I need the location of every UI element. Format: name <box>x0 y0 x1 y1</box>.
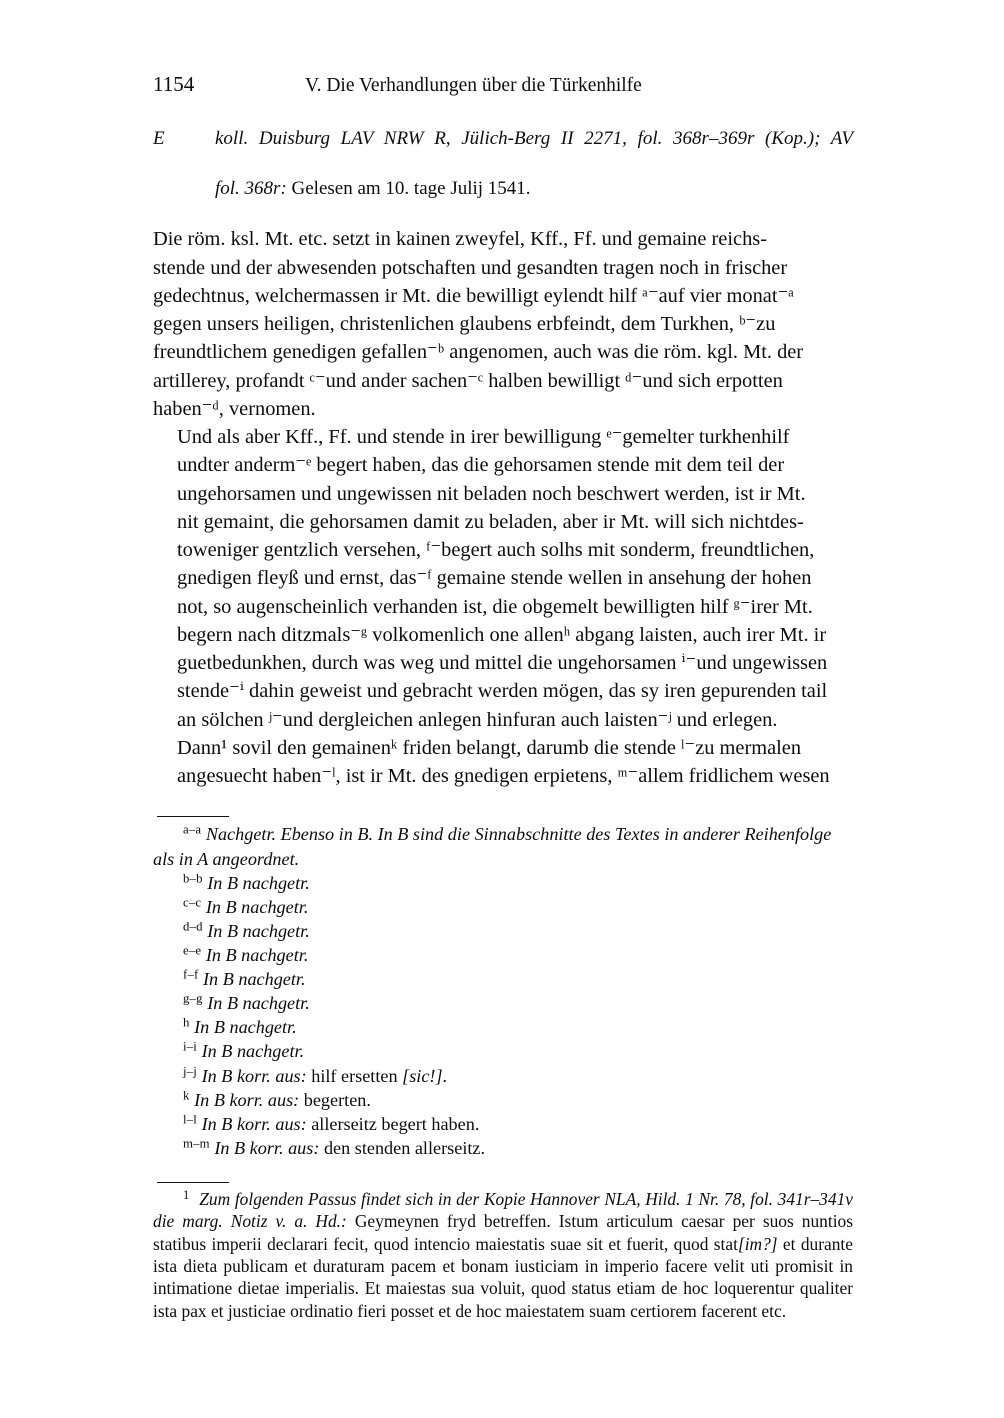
apparatus-note-text: Nachgetr. Ebenso in B. In B sind die Sinnabschnitte des Textes in anderer Reihenfolge als in A angeordnet. <box>153 824 832 869</box>
page-content <box>153 72 853 1322</box>
footnote-editorial-insertion: [im?] <box>737 1233 778 1254</box>
apparatus-note-reading: den stenden allerseitz. <box>319 1137 486 1158</box>
footnote-number: 1 <box>183 1187 190 1202</box>
text-line: gnedigen fleyß und ernst, das⁻ᶠ gemaine stende wellen in ansehung der hohen <box>177 567 812 590</box>
apparatus-marker: m–m <box>183 1136 210 1151</box>
text-line: freundtlichem genedigen gefallen⁻ᵇ angenomen, auch was die röm. kgl. Mt. der <box>153 341 804 364</box>
apparatus-note-text: In B korr. aus: <box>201 1113 307 1134</box>
apparatus-marker: i–i <box>183 1040 198 1055</box>
apparatus-marker: d–d <box>183 919 203 934</box>
apparatus-marker: h <box>183 1015 190 1030</box>
footnote-text-tail: et durante ista dieta publicam et duraturam pacem et bonam iusticiam in imperio facere velit uti promisit in intimatione dietae imperialis. Et maiestas sua voluit, quod status etiam de hoc loquerentur qualiter ista pax et justiciae ordinatio fieri posset et de hoc maiestatem suam certiorem facerent etc. <box>153 1233 853 1321</box>
apparatus-block <box>153 816 853 1160</box>
apparatus-note-text: In B nachgetr. <box>194 1017 297 1038</box>
apparatus-note <box>153 1136 853 1160</box>
text-line: ungehorsamen und ungewissen nit beladen noch beschwert werden, ist ir Mt. <box>177 482 806 505</box>
apparatus-note-text: In B korr. aus: <box>201 1065 307 1086</box>
apparatus-marker: b–b <box>183 871 203 886</box>
footnote-text: Geymeynen fryd betreffen. Istum articulum caesar per suos nuntios statibus imperii declarari fecit, quod intencio maiestatis suae sit et fuerit, quod stat <box>153 1211 853 1254</box>
text-line: artillerey, profandt ᶜ⁻und ander sachen⁻ᶜ halben bewilligt ᵈ⁻und sich erpotten <box>153 369 783 392</box>
apparatus-note <box>153 919 853 943</box>
apparatus-note <box>153 991 853 1015</box>
apparatus-marker: g–g <box>183 991 203 1006</box>
source-reading-note: Gelesen am 10. tage Julij 1541. <box>286 177 531 199</box>
text-line: gedechtnus, welchermassen ir Mt. die bewilligt eylendt hilf ᵃ⁻auf vier monat⁻ᵃ <box>153 284 794 307</box>
text-line: not, so augenscheinlich verhanden ist, die obgemelt bewilligten hilf ᵍ⁻irer Mt. <box>177 595 813 618</box>
footnote-separator-rule <box>157 1182 229 1183</box>
apparatus-marker: e–e <box>183 943 202 958</box>
apparatus-note-text: In B nachgetr. <box>207 872 310 893</box>
apparatus-note <box>153 1112 853 1136</box>
paragraph <box>153 423 853 734</box>
apparatus-note-text: In B nachgetr. <box>205 896 309 917</box>
apparatus-note <box>153 1015 853 1039</box>
apparatus-note-reading: hilf ersetten <box>306 1065 398 1086</box>
apparatus-note <box>153 1064 853 1088</box>
source-sigil: E <box>153 128 165 150</box>
apparatus-marker: j–j <box>183 1064 198 1079</box>
apparatus-note-tail: . <box>442 1065 448 1086</box>
apparatus-note <box>153 871 853 895</box>
source-text <box>215 127 853 201</box>
apparatus-marker: c–c <box>183 895 202 910</box>
apparatus-note <box>153 1039 853 1063</box>
apparatus-note <box>153 943 853 967</box>
page-number: 1154 <box>153 72 195 96</box>
apparatus-note-text: In B nachgetr. <box>205 945 309 965</box>
text-line: stende⁻ⁱ dahin geweist und gebracht werden mögen, das sy iren gepurenden tail <box>177 680 828 703</box>
apparatus-marker: a–a <box>183 823 202 838</box>
apparatus-note <box>153 895 853 919</box>
body-text <box>153 225 853 790</box>
footnote-source-note: Zum folgenden Passus findet sich in der Kopie Hannover NLA, Hild. 1 Nr. 78, fol. 341r–341v die marg. Notiz v. a. Hd.: <box>153 1188 853 1232</box>
apparatus-note <box>153 1088 853 1112</box>
apparatus-note-sic: [sic!] <box>397 1065 443 1086</box>
apparatus-note-text: In B nachgetr. <box>207 993 310 1014</box>
apparatus-note-text: In B nachgetr. <box>201 1041 305 1062</box>
apparatus-note <box>153 967 853 991</box>
footnote-block <box>153 1182 853 1322</box>
paragraph <box>153 734 853 791</box>
text-line: Dann¹ sovil den gemainenᵏ friden belangt, darumb die stende ˡ⁻zu mermalen <box>177 736 802 759</box>
apparatus-separator-rule <box>157 816 229 817</box>
text-line: Die röm. ksl. Mt. etc. setzt in kainen zweyfel, Kff., Ff. und gemaine reichs- <box>153 228 767 251</box>
paragraph <box>153 225 853 423</box>
apparatus-marker: f–f <box>183 967 199 982</box>
text-line: guetbedunkhen, durch was weg und mittel die ungehorsamen ⁱ⁻und ungewissen <box>177 652 828 675</box>
text-line: undter anderm⁻ᵉ begert haben, das die gehorsamen stende mit dem teil der <box>177 454 785 477</box>
footnote <box>153 1188 853 1322</box>
text-line: angesuecht haben⁻ˡ, ist ir Mt. des gnedigen erpietens, ᵐ⁻allem fridlichem wesen <box>177 765 830 788</box>
source-folio: fol. 368r: <box>215 177 287 199</box>
apparatus-note-text: In B nachgetr. <box>207 920 310 941</box>
apparatus-marker: k <box>183 1088 190 1103</box>
apparatus-note-text: In B korr. aus: <box>194 1089 300 1110</box>
text-line: an sölchen ʲ⁻und dergleichen anlegen hinfuran auch laisten⁻ʲ und erlegen. <box>177 708 778 731</box>
running-title: V. Die Verhandlungen über die Türkenhilfe <box>305 75 642 96</box>
text-line: toweniger gentzlich versehen, ᶠ⁻begert auch solhs mit sonderm, freundtlichen, <box>177 539 815 562</box>
apparatus-note-text: In B korr. aus: <box>214 1137 320 1158</box>
apparatus-note-reading: begerten. <box>299 1089 371 1110</box>
running-head <box>153 72 853 97</box>
source-reference <box>153 127 853 201</box>
text-line: gegen unsers heiligen, christenlichen glaubens erbfeindt, dem Turkhen, ᵇ⁻zu <box>153 313 776 336</box>
apparatus-marker: l–l <box>183 1112 198 1127</box>
text-line: nit gemaint, die gehorsamen damit zu beladen, aber ir Mt. will sich nichtdes- <box>177 510 804 533</box>
text-line: begern nach ditzmals⁻ᵍ volkomenlich one allenʰ abgang laisten, auch irer Mt. ir <box>177 623 827 646</box>
apparatus-note-text: In B nachgetr. <box>203 969 306 990</box>
text-line: stende und der abwesenden potschaften und gesandten tragen noch in frischer <box>153 256 788 279</box>
text-line: Und als aber Kff., Ff. und stende in irer bewilligung ᵉ⁻gemelter turkhenhilf <box>177 426 790 449</box>
apparatus-note-reading: allerseitz begert haben. <box>306 1113 480 1134</box>
source-line-1: koll. Duisburg LAV NRW R, Jülich-Berg II 2271, fol. 368r–369r (Kop.); AV <box>215 128 853 150</box>
text-line: haben⁻ᵈ, vernomen. <box>153 397 316 420</box>
apparatus-note <box>153 822 853 870</box>
